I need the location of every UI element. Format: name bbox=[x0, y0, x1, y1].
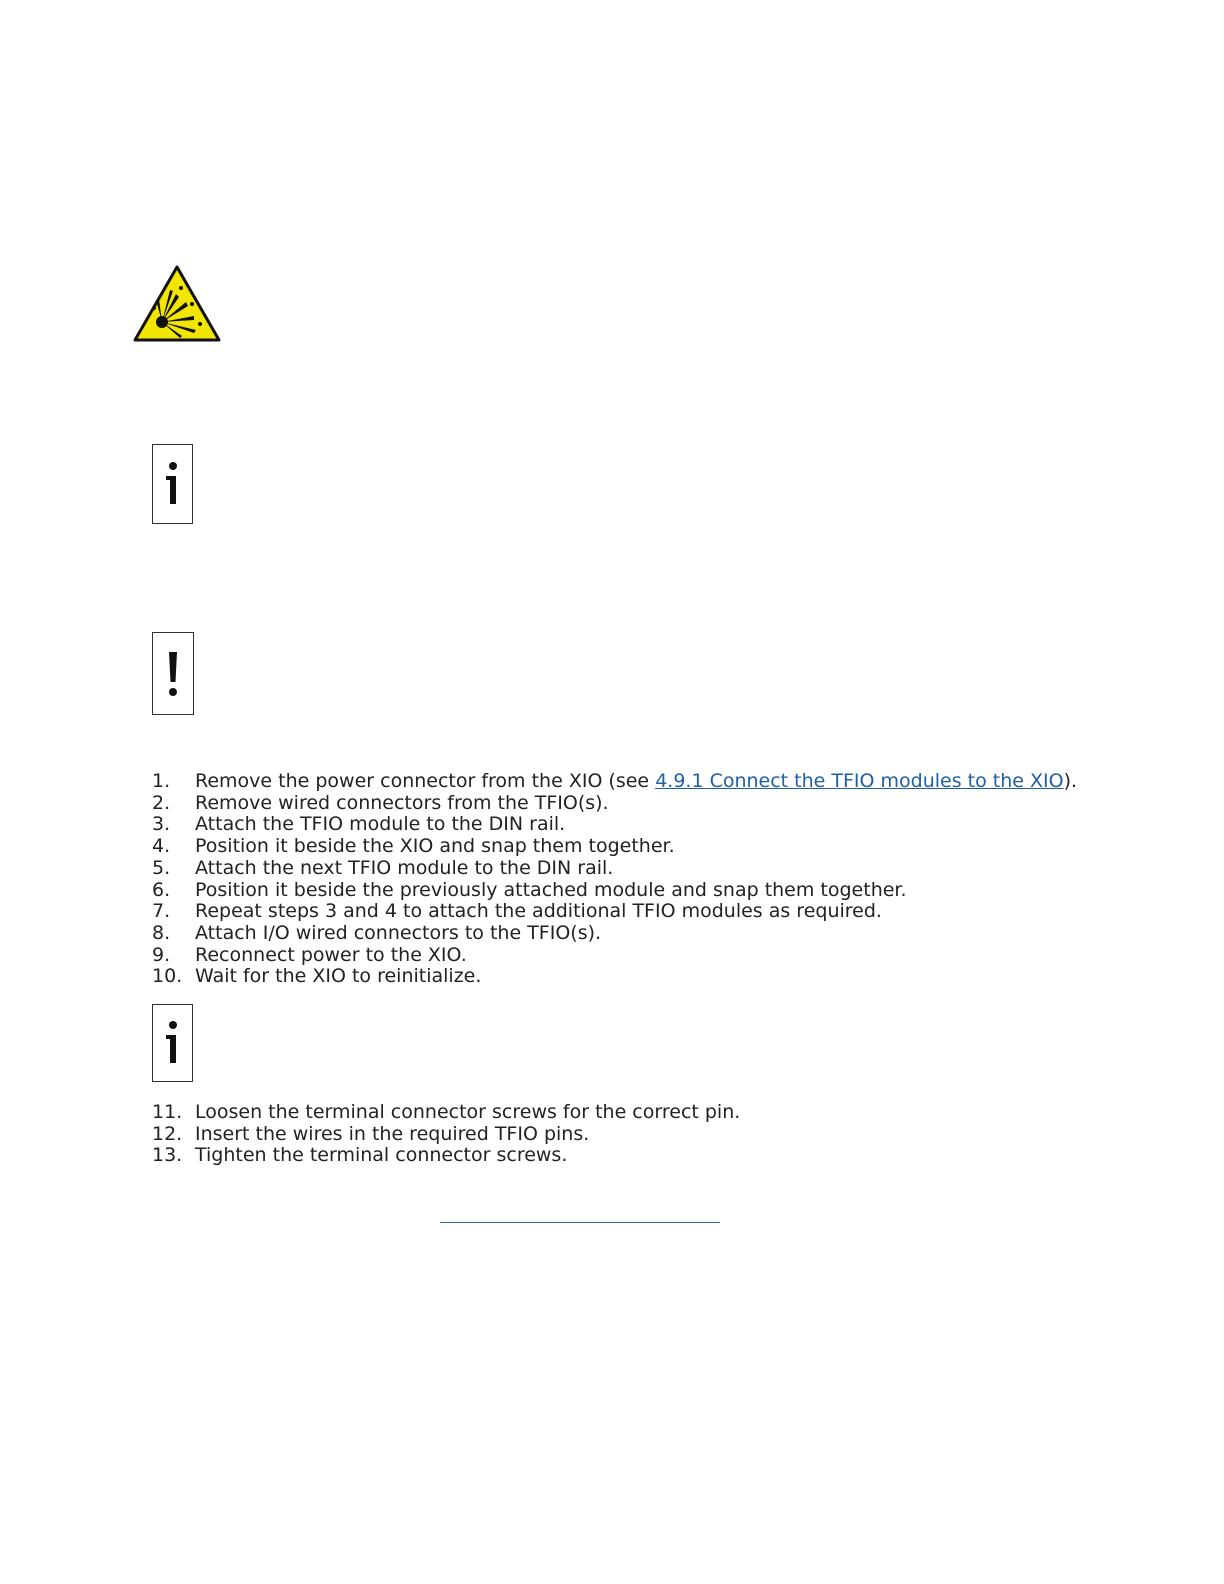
list-item bbox=[152, 1102, 740, 1124]
info-glyph-icon bbox=[163, 1020, 183, 1066]
step-text: Remove the power connector from the XIO (see 4.9.1 Connect the TFIO modules to the XIO). bbox=[195, 770, 1078, 792]
step-text: Position it beside the previously attached module and snap them together. bbox=[195, 878, 907, 901]
step-number: 1. bbox=[152, 770, 171, 792]
list-item bbox=[152, 814, 1077, 836]
step-number: 9. bbox=[152, 943, 171, 966]
exclamation-glyph-icon bbox=[166, 650, 180, 698]
step-text: Position it beside the XIO and snap them together. bbox=[195, 835, 675, 858]
list-item bbox=[152, 1145, 740, 1167]
info-icon bbox=[152, 1004, 193, 1082]
step-text: Repeat steps 3 and 4 to attach the additional TFIO modules as required. bbox=[195, 900, 882, 923]
step-text: Reconnect power to the XIO. bbox=[195, 943, 467, 966]
list-item bbox=[152, 771, 1077, 793]
caution-icon bbox=[152, 632, 194, 715]
step-text: Remove wired connectors from the TFIO(s). bbox=[195, 791, 609, 814]
list-item bbox=[152, 858, 1077, 880]
list-item bbox=[152, 923, 1077, 945]
info-glyph-icon bbox=[163, 461, 183, 507]
step-number: 7. bbox=[152, 900, 171, 923]
list-item bbox=[152, 1124, 740, 1146]
footnote-separator bbox=[440, 1222, 720, 1223]
step-number: 2. bbox=[152, 791, 171, 814]
list-item bbox=[152, 793, 1077, 815]
step-text: Loosen the terminal connector screws for the correct pin. bbox=[195, 1101, 741, 1123]
step-text: Wait for the XIO to reinitialize. bbox=[195, 965, 482, 988]
step-text: Attach the next TFIO module to the DIN rail. bbox=[195, 856, 614, 879]
cross-reference-link[interactable]: 4.9.1 Connect the TFIO modules to the XIO bbox=[655, 770, 1064, 792]
list-item bbox=[152, 836, 1077, 858]
step-text: Attach I/O wired connectors to the TFIO(s). bbox=[195, 921, 602, 944]
list-item bbox=[152, 901, 1077, 923]
step-text: Tighten the terminal connector screws. bbox=[195, 1144, 568, 1167]
wiring-steps-list bbox=[152, 1102, 740, 1167]
step-number: 10. bbox=[152, 965, 183, 988]
step-text: Attach the TFIO module to the DIN rail. bbox=[195, 813, 566, 836]
list-item bbox=[152, 966, 1077, 988]
explosive-hazard-icon bbox=[132, 264, 222, 344]
list-item bbox=[152, 880, 1077, 902]
list-item bbox=[152, 945, 1077, 967]
step-number: 13. bbox=[152, 1144, 183, 1167]
step-text: Insert the wires in the required TFIO pins. bbox=[195, 1122, 590, 1145]
step-number: 3. bbox=[152, 813, 171, 836]
procedure-steps-list bbox=[152, 771, 1077, 988]
step-number: 4. bbox=[152, 835, 171, 858]
step-number: 12. bbox=[152, 1122, 183, 1145]
step-number: 8. bbox=[152, 921, 171, 944]
step-number: 6. bbox=[152, 878, 171, 901]
step-number: 11. bbox=[152, 1101, 183, 1123]
step-number: 5. bbox=[152, 856, 171, 879]
info-icon bbox=[152, 444, 193, 524]
